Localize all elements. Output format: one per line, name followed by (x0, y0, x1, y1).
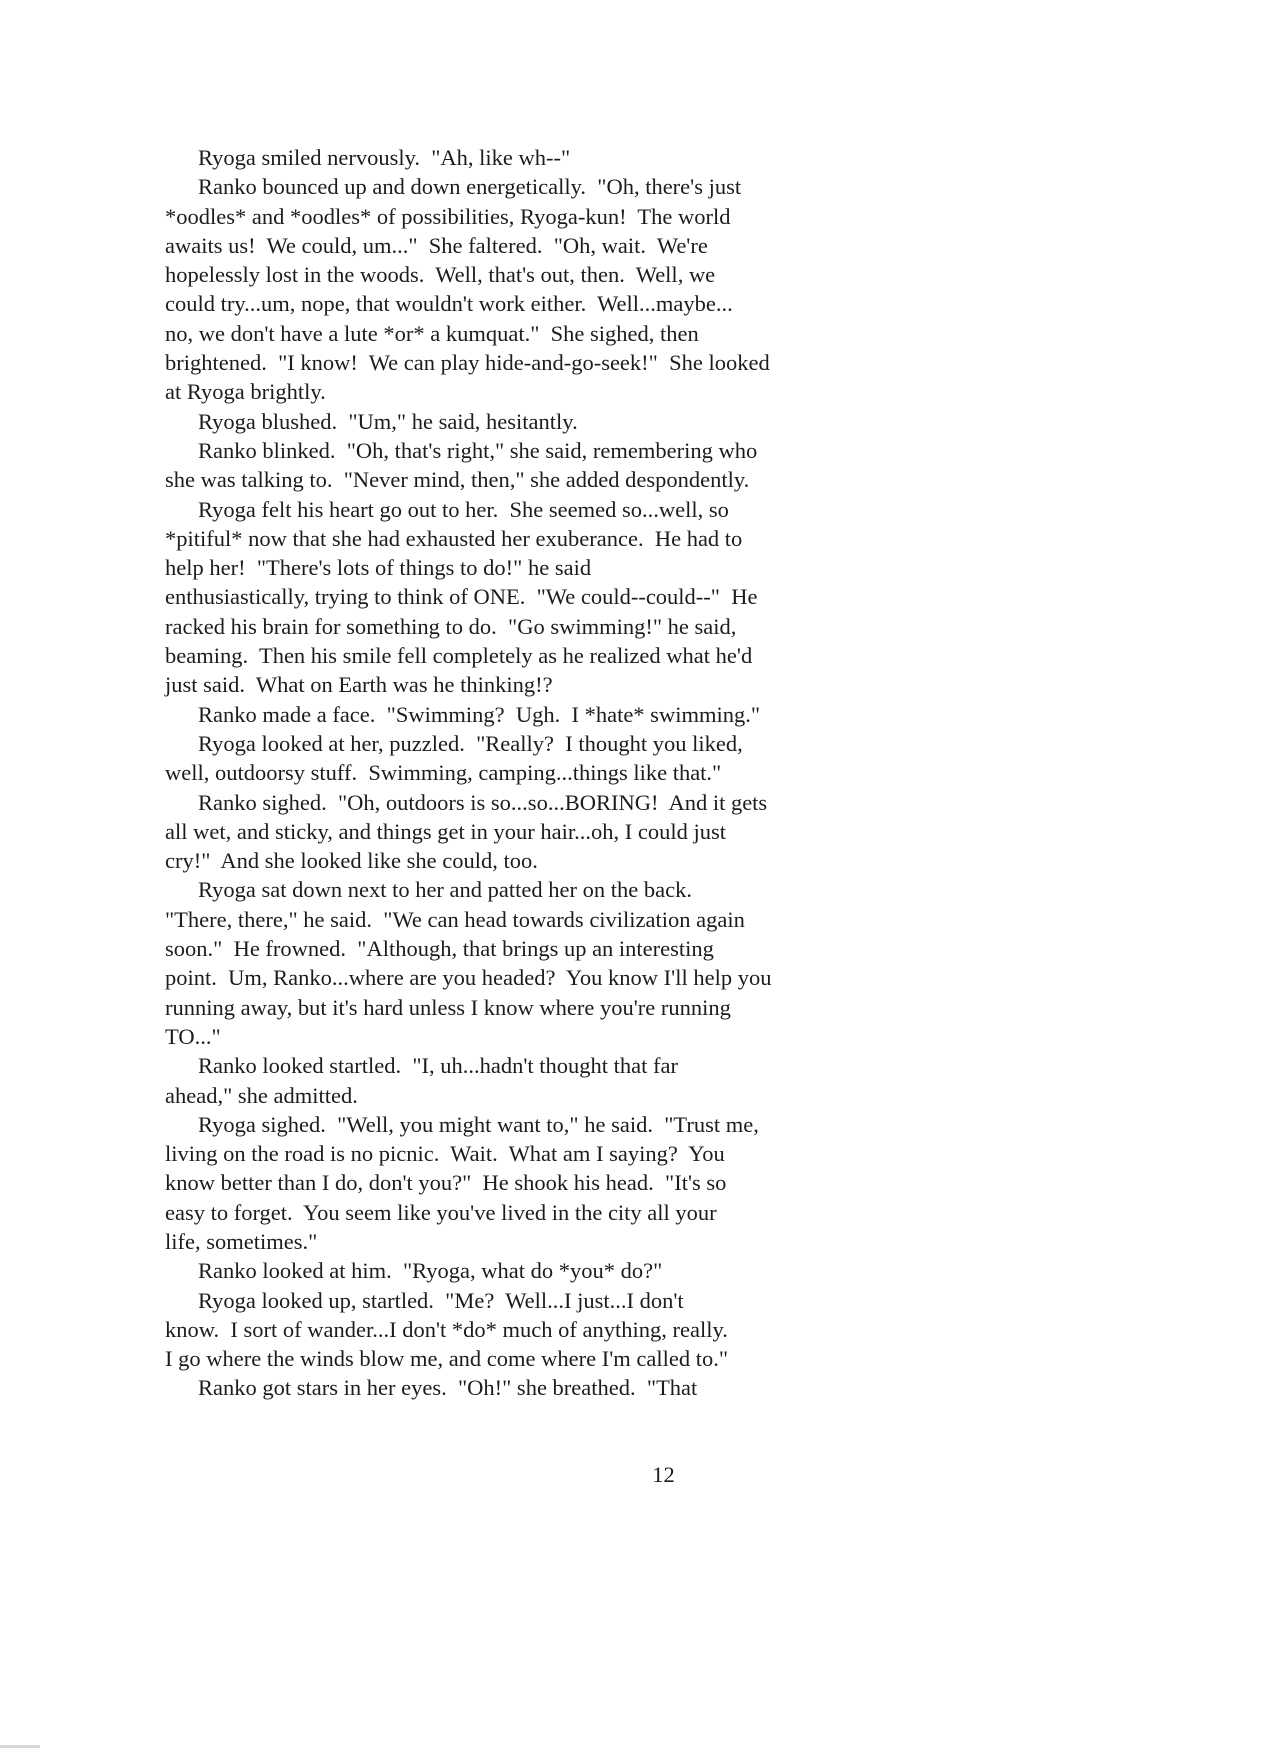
text-line: ahead," she admitted. (165, 1082, 358, 1108)
text-line: enthusiastically, trying to think of ONE. "We could--could--" He (165, 584, 758, 610)
text-line: cry!" And she looked like she could, too. (165, 848, 538, 874)
scan-edge-mark (0, 1745, 40, 1748)
text-line: living on the road is no picnic. Wait. What am I saying? You (165, 1141, 725, 1167)
text-line: point. Um, Ranko...where are you headed? You know I'll help you (165, 965, 772, 991)
text-line: I go where the winds blow me, and come where I'm called to." (165, 1346, 729, 1372)
text-line: Ryoga sat down next to her and patted her on the back. (198, 877, 692, 903)
text-line: "There, there," he said. "We can head towards civilization again (165, 906, 745, 932)
text-line: Ryoga smiled nervously. "Ah, like wh--" (198, 145, 571, 170)
text-line: Ryoga looked up, startled. "Me? Well...I just...I don't (198, 1287, 684, 1313)
text-line: know better than I do, don't you?" He shook his head. "It's so (165, 1170, 727, 1196)
text-line: Ranko looked at him. "Ryoga, what do *you* do?" (198, 1258, 663, 1284)
text-line: Ryoga looked at her, puzzled. "Really? I thought you liked, (198, 730, 743, 756)
text-line: *pitiful* now that she had exhausted her exuberance. He had to (165, 525, 743, 551)
text-line: brightened. "I know! We can play hide-and-go-seek!" She looked (165, 350, 770, 376)
text-line: well, outdoorsy stuff. Swimming, camping...things like that." (165, 760, 722, 786)
text-line: awaits us! We could, um..." She faltered. "Oh, wait. We're (165, 232, 708, 258)
text-line: hopelessly lost in the woods. Well, that's out, then. Well, we (165, 262, 716, 288)
text-line: Ryoga sighed. "Well, you might want to," he said. "Trust me, (198, 1111, 759, 1137)
text-line: at Ryoga brightly. (165, 379, 326, 405)
text-line: beaming. Then his smile fell completely as he realized what he'd (165, 643, 753, 669)
text-line: Ranko made a face. "Swimming? Ugh. I *hate* swimming." (198, 701, 761, 727)
text-line: *oodles* and *oodles* of possibilities, Ryoga-kun! The world (165, 203, 731, 229)
text-line: Ryoga felt his heart go out to her. She seemed so...well, so (198, 496, 729, 522)
text-line: running away, but it's hard unless I know where you're running (165, 994, 731, 1020)
text-line: racked his brain for something to do. "Go swimming!" he said, (165, 613, 737, 639)
text-line: TO..." (165, 1023, 221, 1049)
text-line: just said. What on Earth was he thinking!? (165, 672, 553, 698)
text-line: easy to forget. You seem like you've lived in the city all your (165, 1199, 717, 1225)
text-line: Ranko sighed. "Oh, outdoors is so...so...BORING! And it gets (198, 789, 768, 815)
text-line: life, sometimes." (165, 1228, 318, 1254)
text-line: know. I sort of wander...I don't *do* much of anything, really. (165, 1316, 728, 1342)
text-line: could try...um, nope, that wouldn't work either. Well...maybe... (165, 291, 733, 317)
text-line: soon." He frowned. "Although, that brings up an interesting (165, 936, 714, 962)
text-line: no, we don't have a lute *or* a kumquat." She sighed, then (165, 320, 699, 346)
page-number: 12 (652, 1462, 675, 1487)
text-line: help her! "There's lots of things to do!" he said (165, 555, 592, 581)
story-text (165, 143, 845, 1403)
text-line: she was talking to. "Never mind, then," she added despondently. (165, 467, 750, 493)
text-line: Ranko got stars in her eyes. "Oh!" she breathed. "That (198, 1375, 698, 1401)
text-line: Ranko looked startled. "I, uh...hadn't thought that far (198, 1053, 679, 1079)
text-line: Ryoga blushed. "Um," he said, hesitantly. (198, 408, 578, 434)
text-line: all wet, and sticky, and things get in your hair...oh, I could just (165, 818, 726, 844)
text-line: Ranko bounced up and down energetically. "Oh, there's just (198, 174, 742, 200)
text-line: Ranko blinked. "Oh, that's right," she said, remembering who (198, 437, 758, 463)
